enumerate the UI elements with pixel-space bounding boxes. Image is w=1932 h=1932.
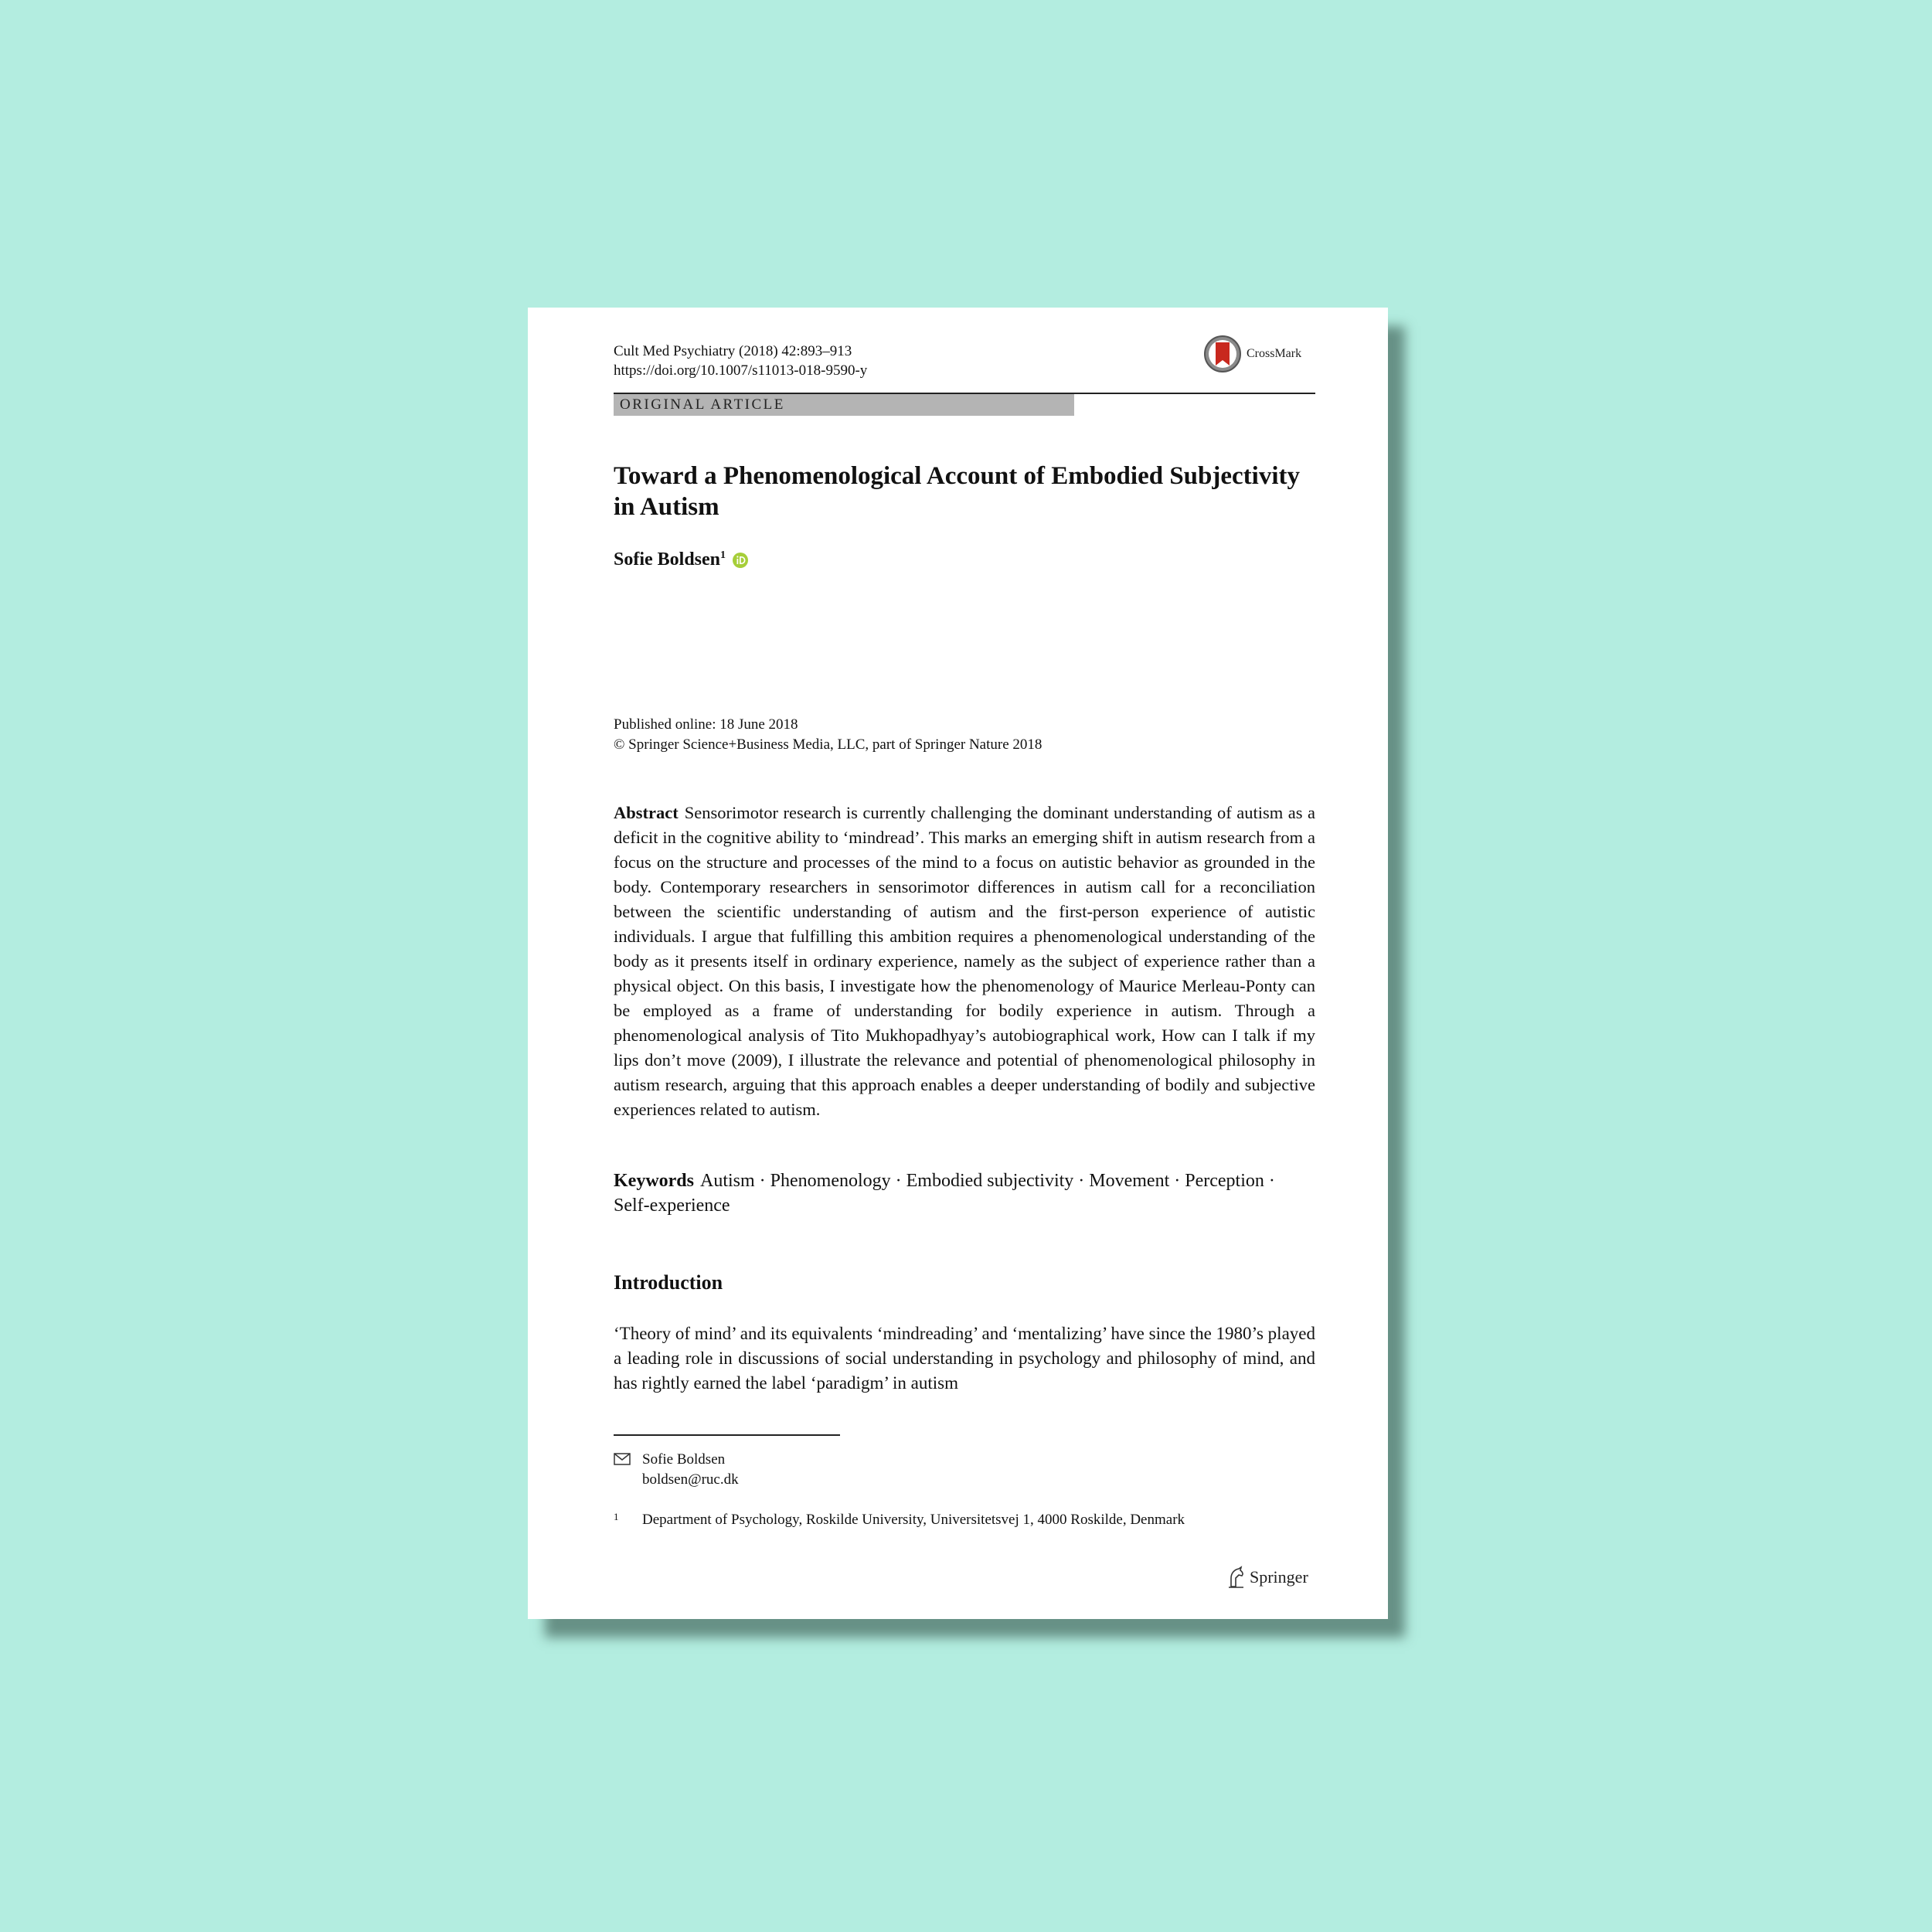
abstract-label: Abstract xyxy=(614,803,679,822)
introduction-text: ‘Theory of mind’ and its equivalents ‘mindreading’ and ‘mentalizing’ have since the 1980’s played a leading role in discussions of social understanding in psychology and philosophy of mind, and has rightly earned the label ‘paradigm’ in autism xyxy=(614,1324,1315,1393)
affiliation-text: Department of Psychology, Roskilde University, Universitetsvej 1, 4000 Roskilde, Denmark xyxy=(642,1512,1185,1528)
footnote-divider xyxy=(614,1434,840,1436)
corresponding-author-name: Sofie Boldsen xyxy=(642,1451,726,1468)
crossmark-label: CrossMark xyxy=(1247,347,1302,360)
affiliation-number: 1 xyxy=(614,1511,619,1522)
author-affiliation-marker: 1 xyxy=(720,549,726,561)
copyright-notice: © Springer Science+Business Media, LLC, part of Springer Nature 2018 xyxy=(614,736,1043,753)
publication-info xyxy=(614,715,1042,755)
corresponding-author xyxy=(614,1450,739,1490)
affiliation-footnote xyxy=(614,1510,1185,1530)
published-online-date: Published online: 18 June 2018 xyxy=(614,716,798,733)
corresponding-author-email[interactable]: boldsen@ruc.dk xyxy=(642,1471,739,1488)
orcid-icon[interactable] xyxy=(732,552,749,569)
journal-citation: Cult Med Psychiatry (2018) 42:893–913 xyxy=(614,343,852,359)
crossmark-badge[interactable] xyxy=(1203,332,1301,376)
keywords-label: Keywords xyxy=(614,1171,694,1191)
abstract-text: Sensorimotor research is currently challenging the dominant understanding of autism as a deficit in the cognitive ability to ‘mindread’. This marks an emerging shift in autism research from a focus on the structure and processes of the mind to a focus on autistic behavior as grounded in the body. Contemporary researchers in sensorimotor differences in autism call for a reconciliation between the scientific understanding of autism and the first-person experience of autistic individuals. I argue that fulfilling this ambition requires a phenomenological understanding of the body as it presents itself in ordinary experience, namely as the subject of experience rather than a physical object. On this basis, I investigate how the phenomenology of Maurice Merleau-Ponty can be employed as a frame of understanding for bodily experience in autism. Through a phenomenological analysis of Tito Mukhopadhyay’s autobiographical work, How can I talk if my lips don’t move (2009), I illustrate the relevance and potential of phenomenological philosophy in autism research, arguing that this approach enables a deeper understanding of bodily and subjective experiences related to autism. xyxy=(614,803,1315,1119)
keywords-text: Autism · Phenomenology · Embodied subjectivity · Movement · Perception · Self-experience xyxy=(614,1171,1275,1216)
author-name: Sofie Boldsen xyxy=(614,549,721,570)
springer-horse-icon xyxy=(1226,1566,1247,1589)
journal-header xyxy=(614,342,867,380)
publisher-name: Springer xyxy=(1250,1567,1308,1587)
introduction-heading: Introduction xyxy=(614,1271,723,1294)
keywords xyxy=(614,1168,1315,1218)
doi-link[interactable]: https://doi.org/10.1007/s11013-018-9590-y xyxy=(614,362,868,379)
abstract xyxy=(614,801,1315,1122)
paper-title: Toward a Phenomenological Account of Embodied Subjectivity in Autism xyxy=(614,462,1300,521)
author-line xyxy=(614,549,749,570)
crossmark-icon xyxy=(1203,335,1242,373)
paper-page xyxy=(528,308,1388,1619)
envelope-icon xyxy=(614,1453,631,1465)
publisher-logo xyxy=(1226,1566,1308,1589)
article-type-banner: ORIGINAL ARTICLE xyxy=(614,394,1074,416)
